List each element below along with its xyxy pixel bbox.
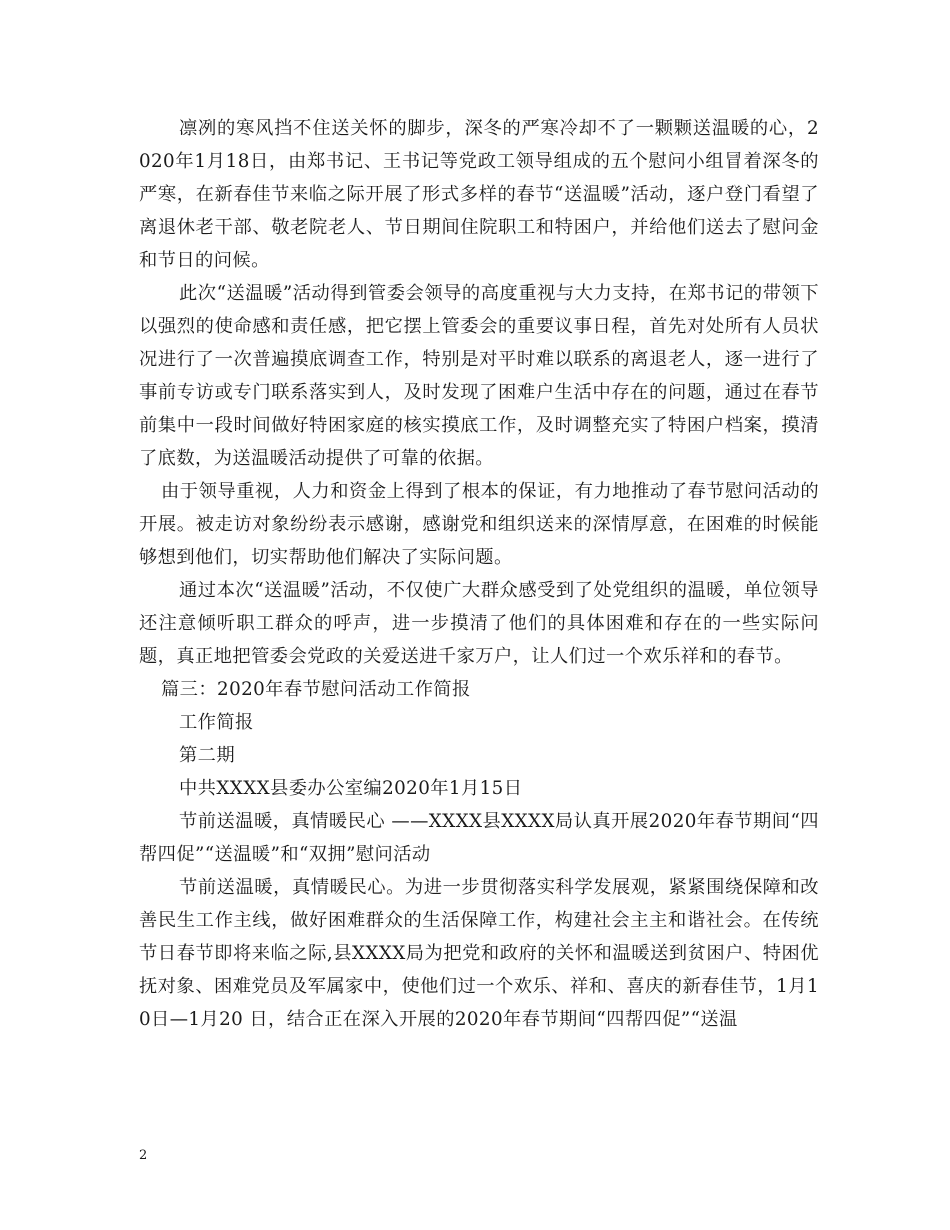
brief-title: 工作简报 xyxy=(179,712,254,733)
issuer-line: 中共XXXX县委办公室编2020年1月15日 xyxy=(179,778,523,799)
paragraph-4: 通过本次“送温暖”活动，不仅使广大群众感受到了处党组织的温暖，单位领导还注意倾听职工群众的呼声，进一步摸清了他们的具体困难和存在的一些实际问题，真正地把管委会党政的关爱送进千家万户，让人们过一个欢乐祥和的春节。 xyxy=(139,580,819,667)
document-body xyxy=(139,112,819,1036)
body-paragraph: 节前送温暖，真情暖民心。为进一步贯彻落实科学发展观，紧紧围绕保障和改善民生工作主线，做好困难群众的生活保障工作，构建社会主主和谐社会。在传统节日春节即将来临之际,县XXXX局为把党和政府的关怀和温暖送到贫困户、特困优抚对象、困难党员及军属家中，使他们过一个欢乐、祥和、喜庆的新春佳节，1月10日—1月20 日，结合正在深入开展的2020年春节期间“四帮四促”“送温 xyxy=(139,877,819,1030)
article-headline: 节前送温暖，真情暖民心 ——XXXX县XXXX局认真开展2020年春节期间“四帮四促”“送温暖”和“双拥”慰问活动 xyxy=(139,811,819,865)
issue-number: 第二期 xyxy=(179,745,236,766)
paragraph-2: 此次“送温暖”活动得到管委会领导的高度重视与大力支持，在郑书记的带领下以强烈的使命感和责任感，把它摆上管委会的重要议事日程，首先对处所有人员状况进行了一次普遍摸底调查工作，特别是对平时难以联系的离退老人，逐一进行了事前专访或专门联系落实到人，及时发现了困难户生活中存在的问题，通过在春节前集中一段时间做好特困家庭的核实摸底工作，及时调整充实了特困户档案，摸清了底数，为送温暖活动提供了可靠的依据。 xyxy=(139,283,819,469)
paragraph-1: 凛冽的寒风挡不住送关怀的脚步，深冬的严寒冷却不了一颗颗送温暖的心，2020年1月18日，由郑书记、王书记等党政工领导组成的五个慰问小组冒着深冬的严寒，在新春佳节来临之际开展了形式多样的春节“送温暖”活动，逐户登门看望了离退休老干部、敬老院老人、节日期间住院职工和特困户，并给他们送去了慰问金和节日的问候。 xyxy=(139,118,819,271)
paragraph-3: 由于领导重视，人力和资金上得到了根本的保证，有力地推动了春节慰问活动的开展。被走访对象纷纷表示感谢，感谢党和组织送来的深情厚意，在困难的时候能够想到他们，切实帮助他们解决了实际问题。 xyxy=(139,481,819,568)
page-number: 2 xyxy=(139,1148,148,1163)
section-heading: 篇三：2020年春节慰问活动工作简报 xyxy=(161,679,471,700)
